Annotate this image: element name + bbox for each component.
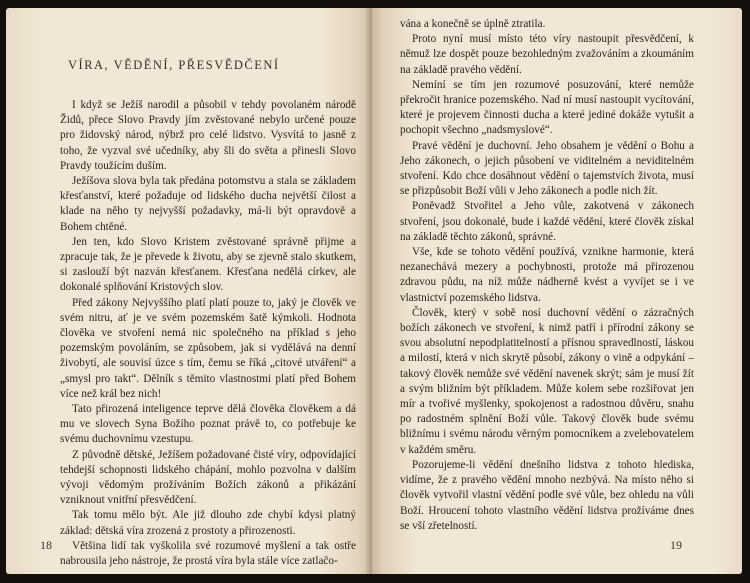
paragraph: I když se Ježíš narodil a působil v tehdy povolaném národě Židů, přece Slovo Pravdy jím zvěstované nebylo určené pouze pro židovský národ, nýbrž pro celé lidstvo. Vysvítá to jasně z toho, že vyzval své učedníky, aby šli do světa a přinesli Slovo Pravdy toužícím duším. (60, 99, 356, 172)
chapter-title: VÍRA, VĚDĚNÍ, PŘESVĚDČENÍ (68, 58, 280, 72)
paragraph: Proto nyní musí místo této víry nastoupit přesvědčení, k němuž lze dospět pouze bezohledným zvažováním a zkoumáním na základě pravého vědění. (400, 33, 694, 76)
left-page-text (60, 58, 356, 569)
paragraph: Vše, kde se tohoto vědění používá, vznikne harmonie, která nezanechává mezery a pochybnosti, protože má přirozenou zdravou půdu, na níž může nádherně kvést a vyvíjet se i ve vlastnictví pozemského lidstva. (400, 246, 694, 304)
paragraph: vána a konečně se úplně ztratila. (400, 18, 546, 30)
paragraph: Poněvadž Stvořitel a Jeho vůle, zakotvená v zákonech stvoření, jsou dokonalé, bude i každé vědění, které člověk získal na základě těchto zákonů, správné. (400, 200, 694, 243)
right-page-text (400, 17, 694, 534)
paragraph: Člověk, který v sobě nosí duchovní vědění o zázračných božích zákonech ve stvoření, k nimž patří i přírodní zákony se svou absolutní nepodplatitelností a přísnou spravedlností, láskou a milostí, která v nich skrytě působí, zákony o vině a odpykání – takový člověk nemůže své vědění navenek skrýt; sám je musí žít a svým bližním být příkladem. Může kolem sebe rozšiřovat jen mír a tvořivé myšlenky, spokojenost a radostnou důvěru, snahu po radostném splnění Boží vůle. Takový člověk bude svému bližnímu i svému národu věrným pomocníkem a zvelebovatelem v každém směru. (400, 306, 694, 456)
paragraph: Jen ten, kdo Slovo Kristem zvěstované správně přijme a zpracuje tak, že je převede k životu, aby se zjevně stalo skutkem, si zaslouží být nazván křesťanem. Křesťana nedělá církev, ale dokonalé splňování Kristových slov. (60, 235, 356, 294)
page-number: 18 (40, 538, 52, 552)
paragraph: Před zákony Nejvyššího platí platí pouze to, jaký je člověk ve svém nitru, ať je ve svém pozemském šatě kýmkoli. Hodnota člověka ve stvoření nemá nic společného na příklad s jeho pozemským povoláním, se způsobem, jak si vydělává na denní živobytí, ale souvisí úzce s tím, čemu se říká „citové utváření“ a „smysl pro takt“. Dělník s těmito vlastnostmi platí před Bohem více než král bez nich! (60, 296, 356, 400)
paragraph: Z původně dětské, Ježíšem požadované čisté víry, odpovídající tehdejší schopnosti lidského chápání, mohlo pozvolna v dalším vývoji vědomým prožíváním Božích zákonů a přikázání vzniknout vnitřní přesvědčení. (60, 448, 356, 507)
paragraph: Tak tomu mělo být. Ale již dlouho zde chybí kdysi platný základ: dětská víra zrozená z prostoty a přirozenosti. (60, 509, 356, 537)
page-number: 19 (670, 538, 682, 552)
paragraph: Tato přirozená inteligence teprve dělá člověka člověkem a dá mu ve slovech Syna Božího poznat právě to, co potřebuje ke svému duchovnímu vzestupu. (60, 403, 356, 446)
left-page (6, 8, 372, 574)
paragraph: Ježíšova slova byla tak předána potomstvu a stala se základem křesťanství, které požaduje od lidského ducha největší čilost a klade na něho ty nejvyšší požadavky, má-li být opravdově a Bohem chtěné. (60, 175, 356, 233)
right-page (372, 8, 742, 574)
paragraph: Pravé vědění je duchovní. Jeho obsahem je vědění o Bohu a Jeho zákonech, o jejich působení ve viditelném a neviditelném stvoření. Kdo chce dosáhnout vědění o tajemstvích života, musí se přizpůsobit Boží vůli v Jeho zákonech a podle nich žít. (400, 139, 694, 198)
paragraph: Pozorujeme-li vědění dnešního lidstva z tohoto hlediska, vidíme, že z pravého vědění mnoho nezbývá. Na místo něho si člověk vytvořil vlastní vědění podle své vůle, bez ohledu na vůli Boží. Hroucení tohoto vlastního vědění lidstva prožíváme dnes se vší zřetelností. (400, 458, 694, 532)
paragraph: Nemíní se tím jen rozumové posuzování, které nemůže překročit hranice pozemského. Nad ní musí nastoupit vycítování, které je projevem činnosti ducha a které jediné dokáže vytušit a pochopit všechno „nadsmyslové“. (400, 78, 694, 137)
paragraph: Většina lidí tak vyškolila své rozumové myšlení a tak ostře nabrousila jeho nástroje, že prostá víra byla stále více zatlačo- (60, 539, 356, 568)
